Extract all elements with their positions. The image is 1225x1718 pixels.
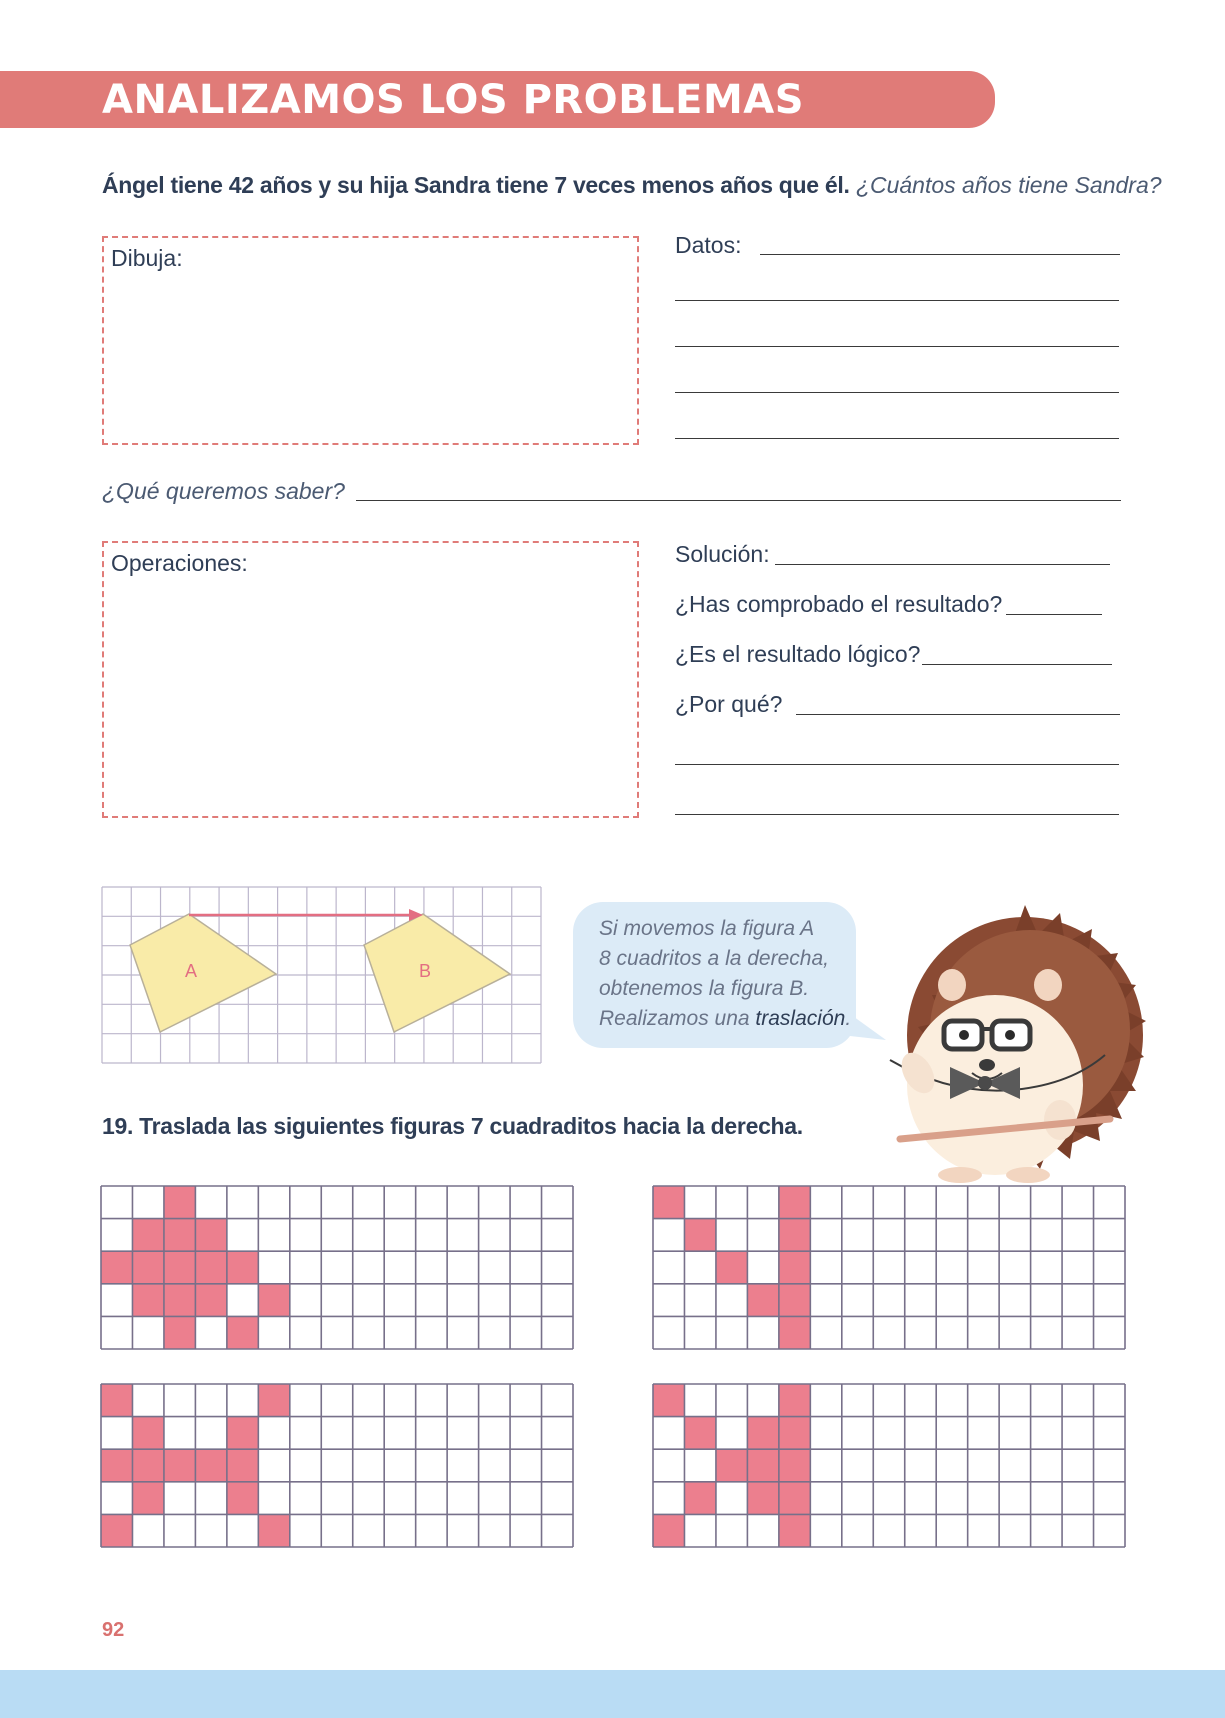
bubble-line-3: obtenemos la figura B.: [599, 977, 810, 1000]
example-grid: [101, 886, 542, 1064]
page-title: ANALIZAMOS LOS PROBLEMAS: [102, 77, 805, 123]
figure-a-label: A: [184, 961, 198, 981]
checked-label: ¿Has comprobado el resultado?: [675, 591, 1003, 617]
speech-bubble-text: [599, 914, 859, 1034]
why-line-1[interactable]: [796, 714, 1120, 715]
data-line-4[interactable]: [675, 392, 1119, 393]
filled-cell[interactable]: [101, 1384, 132, 1417]
filled-cell[interactable]: [132, 1482, 163, 1515]
problem-statement: [102, 168, 1202, 202]
filled-cell[interactable]: [227, 1417, 258, 1450]
exercise-grid-3[interactable]: [100, 1383, 574, 1548]
footer-band: [0, 1670, 1225, 1718]
filled-cell[interactable]: [653, 1384, 684, 1417]
figure-b-label: B: [418, 961, 432, 981]
filled-cell[interactable]: [779, 1316, 810, 1349]
filled-cell[interactable]: [132, 1449, 163, 1482]
bubble-line-4-end: .: [845, 1007, 852, 1030]
filled-cell[interactable]: [779, 1186, 810, 1219]
solution-label: Solución:: [675, 541, 770, 567]
hedgehog-mascot-icon: [860, 895, 1155, 1185]
operations-label: Operaciones:: [111, 550, 248, 576]
filled-cell[interactable]: [227, 1251, 258, 1284]
filled-cell[interactable]: [684, 1417, 715, 1450]
data-line-3[interactable]: [675, 346, 1119, 347]
filled-cell[interactable]: [716, 1449, 747, 1482]
filled-cell[interactable]: [195, 1284, 226, 1317]
data-line-5[interactable]: [675, 438, 1119, 439]
filled-cell[interactable]: [258, 1514, 289, 1547]
hedgehog-nose: [979, 1059, 995, 1071]
want-line[interactable]: [356, 500, 1121, 501]
filled-cell[interactable]: [747, 1417, 778, 1450]
filled-cell[interactable]: [164, 1316, 195, 1349]
filled-cell[interactable]: [779, 1417, 810, 1450]
filled-cell[interactable]: [195, 1449, 226, 1482]
data-line-1[interactable]: [760, 254, 1120, 255]
figure-b: [364, 914, 510, 1032]
filled-cell[interactable]: [779, 1251, 810, 1284]
filled-cell[interactable]: [227, 1316, 258, 1349]
checked-line[interactable]: [1006, 614, 1102, 615]
filled-cell[interactable]: [779, 1384, 810, 1417]
filled-cell[interactable]: [164, 1219, 195, 1252]
filled-cell[interactable]: [653, 1514, 684, 1547]
filled-cell[interactable]: [195, 1251, 226, 1284]
logical-label: ¿Es el resultado lógico?: [675, 641, 921, 667]
problem-question: ¿Cuántos años tiene Sandra?: [855, 172, 1162, 198]
filled-cell[interactable]: [684, 1482, 715, 1515]
filled-cell[interactable]: [258, 1284, 289, 1317]
filled-cell[interactable]: [164, 1284, 195, 1317]
bubble-line-4: Realizamos una: [599, 1007, 756, 1030]
draw-label: Dibuja:: [111, 245, 183, 271]
logical-line[interactable]: [922, 664, 1112, 665]
filled-cell[interactable]: [779, 1482, 810, 1515]
filled-cell[interactable]: [164, 1186, 195, 1219]
filled-cell[interactable]: [747, 1482, 778, 1515]
filled-cell[interactable]: [101, 1514, 132, 1547]
data-line-2[interactable]: [675, 300, 1119, 301]
filled-cell[interactable]: [132, 1219, 163, 1252]
exercise-grid-2[interactable]: [652, 1185, 1126, 1350]
filled-cell[interactable]: [132, 1251, 163, 1284]
filled-cell[interactable]: [164, 1251, 195, 1284]
filled-cell[interactable]: [716, 1251, 747, 1284]
filled-cell[interactable]: [101, 1251, 132, 1284]
why-line-2[interactable]: [675, 764, 1119, 765]
filled-cell[interactable]: [132, 1284, 163, 1317]
filled-cell[interactable]: [164, 1449, 195, 1482]
filled-cell[interactable]: [747, 1449, 778, 1482]
filled-cell[interactable]: [747, 1284, 778, 1317]
solution-line[interactable]: [775, 564, 1110, 565]
exercise-grid-4[interactable]: [652, 1383, 1126, 1548]
filled-cell[interactable]: [779, 1284, 810, 1317]
filled-cell[interactable]: [779, 1449, 810, 1482]
bubble-line-1: Si movemos la figura A: [599, 917, 815, 940]
why-label: ¿Por qué?: [675, 691, 783, 717]
filled-cell[interactable]: [195, 1219, 226, 1252]
exercise-statement: 19. Traslada las siguientes figuras 7 cuadraditos hacia la derecha.: [102, 1113, 803, 1139]
filled-cell[interactable]: [653, 1186, 684, 1219]
filled-cell[interactable]: [101, 1449, 132, 1482]
filled-cell[interactable]: [779, 1514, 810, 1547]
filled-cell[interactable]: [258, 1384, 289, 1417]
exercise-grid-1[interactable]: [100, 1185, 574, 1350]
filled-cell[interactable]: [227, 1482, 258, 1515]
bubble-line-2: 8 cuadritos a la derecha,: [599, 947, 829, 970]
data-label: Datos:: [675, 232, 742, 258]
want-label: ¿Qué queremos saber?: [102, 478, 345, 504]
filled-cell[interactable]: [132, 1417, 163, 1450]
why-line-3[interactable]: [675, 814, 1119, 815]
filled-cell[interactable]: [779, 1219, 810, 1252]
problem-text: Ángel tiene 42 años y su hija Sandra tiene 7 veces menos años que él.: [102, 172, 850, 198]
operations-box[interactable]: [102, 541, 639, 818]
bubble-keyword: traslación: [755, 1007, 846, 1030]
filled-cell[interactable]: [684, 1219, 715, 1252]
figure-a: [130, 914, 276, 1032]
filled-cell[interactable]: [227, 1449, 258, 1482]
page-number: 92: [102, 1619, 125, 1641]
